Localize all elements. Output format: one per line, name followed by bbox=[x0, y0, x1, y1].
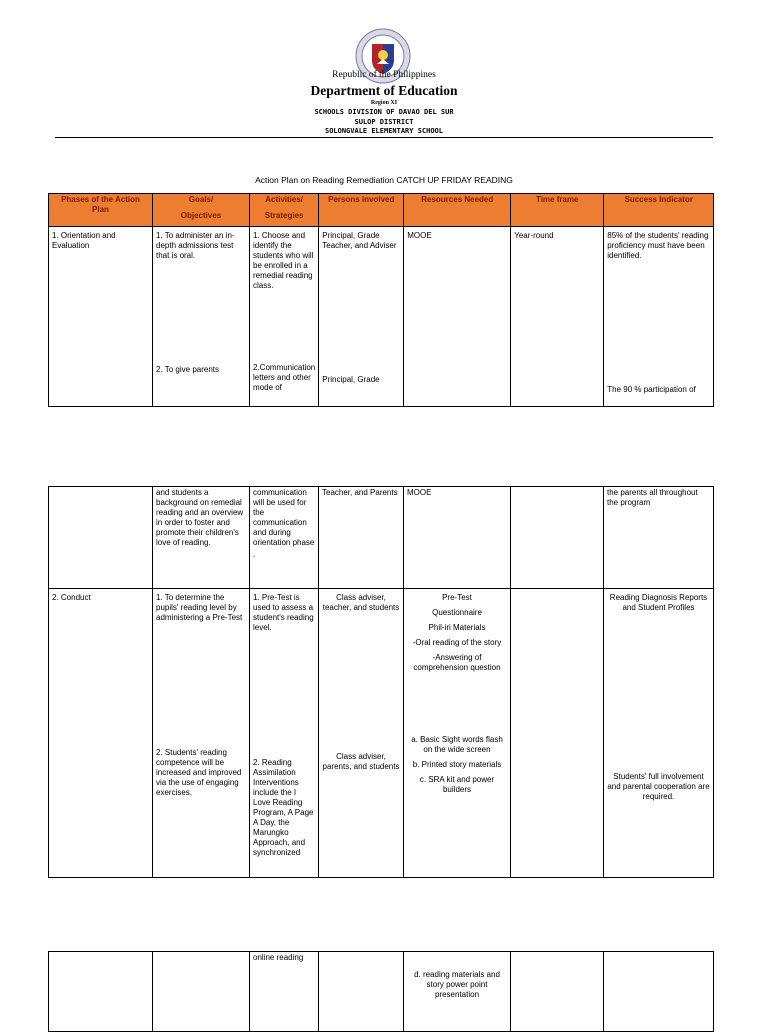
col-activities-line1: Activities/ bbox=[265, 195, 304, 204]
success-cell: 85% of the students' reading proficiency must have been identified. bbox=[607, 231, 709, 260]
success-cell: Reading Diagnosis Reports and Student Profiles bbox=[609, 593, 708, 612]
resources-cell: MOOE bbox=[407, 231, 432, 240]
resources-cell: MOOE bbox=[407, 488, 432, 497]
department-label: Department of Education bbox=[310, 83, 458, 98]
region-label: Region XI bbox=[370, 100, 398, 106]
goal-cell: 1. To determine the pupils' reading level by administering a Pre-Test bbox=[156, 593, 243, 622]
district-label: SULOP DISTRICT bbox=[354, 118, 414, 126]
table-header-row bbox=[49, 194, 714, 227]
goal-cell: 2. To give parents bbox=[156, 365, 220, 374]
header-divider bbox=[55, 137, 713, 138]
activity-cell: 2.Communication letters and other mode of bbox=[253, 363, 316, 392]
republic-label: Republic of the Philippines bbox=[332, 70, 436, 80]
action-plan-table-part-1 bbox=[48, 193, 714, 407]
resource-item: -Answering of comprehension question bbox=[413, 653, 501, 672]
success-cell: Students' full involvement and parental cooperation are required. bbox=[607, 772, 710, 801]
col-goals bbox=[153, 194, 250, 227]
table-row bbox=[49, 487, 714, 589]
activity-cell: online reading bbox=[253, 953, 304, 962]
table-row bbox=[49, 952, 714, 1032]
activity-cell: 1. Choose and identify the students who will be enrolled in a remedial reading class. bbox=[253, 231, 314, 290]
activity-cell: 1. Pre-Test is used to assess a student's reading level. bbox=[253, 593, 314, 632]
col-timeframe: Time frame bbox=[511, 194, 604, 227]
table-row bbox=[49, 227, 714, 407]
col-persons: Persons involved bbox=[319, 194, 404, 227]
persons-cell: Principal, Grade bbox=[322, 375, 380, 384]
persons-cell: Class adviser, teacher, and students bbox=[322, 593, 400, 612]
col-activities bbox=[250, 194, 319, 227]
goal-cell: and students a background on remedial reading and an overview in order to foster and promote their children's love of reading. bbox=[156, 488, 244, 547]
activity-cell-dot: . bbox=[253, 550, 256, 559]
success-cell: the parents all throughout the program bbox=[607, 488, 698, 507]
persons-cell: Class adviser, parents, and students bbox=[322, 752, 400, 771]
timeframe-cell: Year-round bbox=[514, 231, 554, 240]
resource-item: Questionnaire bbox=[432, 608, 482, 617]
resource-item: a. Basic Sight words flash on the wide screen bbox=[411, 735, 503, 754]
col-phases: Phases of the Action Plan bbox=[49, 194, 153, 227]
school-label: SOLONGVALE ELEMENTARY SCHOOL bbox=[324, 127, 443, 135]
col-activities-line2: Strategies bbox=[264, 211, 304, 220]
action-plan-table-part-2 bbox=[48, 486, 714, 878]
col-goals-line2: Objectives bbox=[180, 211, 222, 220]
resource-item: Phil-iri Materials bbox=[428, 623, 486, 632]
document-title: Action Plan on Reading Remediation CATCH UP FRIDAY READING bbox=[255, 175, 513, 185]
goal-cell: 2. Students' reading competence will be increased and improved via the use of engaging exercises. bbox=[156, 748, 242, 797]
table-row bbox=[49, 589, 714, 878]
col-success: Success Indicator bbox=[604, 194, 714, 227]
division-label: SCHOOLS DIVISION OF DAVAO DEL SUR bbox=[314, 108, 454, 116]
action-plan-table-part-3 bbox=[48, 951, 714, 1032]
persons-cell: Teacher, and Parents bbox=[322, 488, 398, 497]
resource-item: c. SRA kit and power builders bbox=[419, 775, 495, 794]
persons-cell: Principal, Grade Teacher, and Adviser bbox=[322, 231, 397, 250]
activity-cell: 2. Reading Assimilation Interventions include the I Love Reading Program, A Page A Day, the Marungko Approach, and synchronized bbox=[253, 758, 314, 857]
goal-cell: 1. To administer an in-depth admissions test that is oral. bbox=[156, 231, 235, 260]
phase-cell: 2. Conduct bbox=[52, 593, 91, 602]
resource-item: d. reading materials and story power point presentation bbox=[414, 970, 500, 999]
activity-cell: communication will be used for the communication and during orientation phase bbox=[253, 488, 315, 547]
col-resources: Resources Needed bbox=[404, 194, 511, 227]
col-goals-line1: Goals/ bbox=[188, 195, 214, 204]
resource-item: b. Printed story materials bbox=[412, 760, 502, 769]
resource-item: -Oral reading of the story bbox=[412, 638, 502, 647]
phase-cell: 1. Orientation and Evaluation bbox=[52, 231, 116, 250]
success-cell: The 90 % participation of bbox=[607, 385, 696, 394]
resource-item: Pre-Test bbox=[442, 593, 472, 602]
